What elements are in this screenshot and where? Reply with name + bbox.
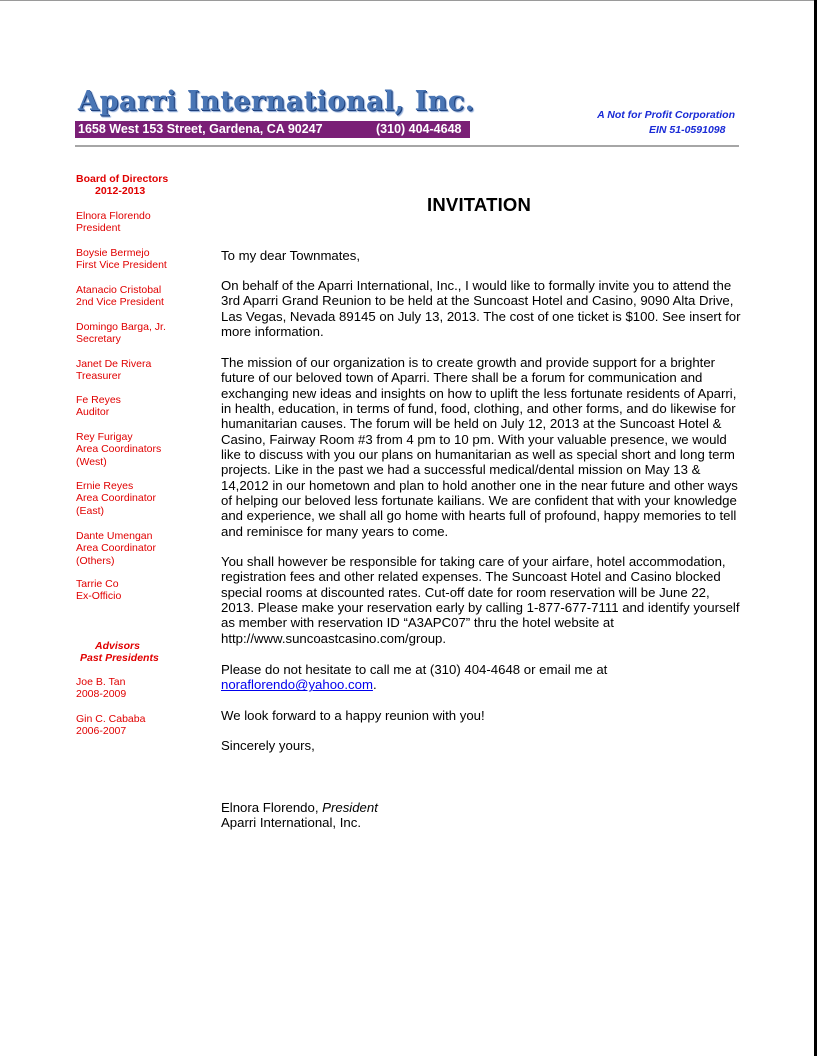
member-role: Secretary	[76, 333, 121, 346]
board-heading	[76, 173, 194, 198]
letter-paragraph-4	[221, 662, 741, 693]
member-area: (East)	[76, 504, 105, 517]
advisor-name: Joe B. Tan	[76, 676, 126, 688]
letter-closing: Sincerely yours,	[221, 738, 315, 753]
advisor-name: Gin C. Cababa	[76, 713, 146, 725]
member-area: (Others)	[76, 554, 115, 567]
member-role: President	[76, 222, 121, 235]
board-member	[76, 247, 194, 272]
letter-paragraph-1: On behalf of the Aparri International, Inc., I would like to formally invite you to attend the 3rd Aparri Grand Reunion to be held at the Suncoast Hotel and Casino, 9090 Alta Drive, Las Vegas, Nevada 89145 on July 13, 2013. The cost of one ticket is $100. See insert for more information.	[221, 278, 741, 340]
nonprofit-label: A Not for Profit Corporation	[597, 109, 735, 121]
member-role: Treasurer	[76, 370, 122, 383]
member-name: Atanacio Cristobal	[76, 284, 162, 296]
board-heading-years: 2012-2013	[95, 185, 146, 198]
past-presidents-title: Past Presidents	[80, 652, 159, 665]
member-role: Ex-Officio	[76, 590, 122, 603]
member-name: Elnora Florendo	[76, 210, 151, 222]
board-member	[76, 431, 194, 468]
signer-title: President	[322, 800, 378, 815]
member-role: Area Coordinator	[76, 492, 156, 505]
letter-title: INVITATION	[427, 194, 532, 215]
member-role: 2nd Vice President	[76, 296, 164, 309]
signer-org: Aparri International, Inc.	[221, 815, 362, 831]
member-name: Rey Furigay	[76, 431, 133, 443]
member-name: Domingo Barga, Jr.	[76, 321, 166, 333]
board-member	[76, 284, 194, 309]
header-divider	[75, 145, 739, 147]
signer-name: Elnora Florendo,	[221, 800, 319, 815]
board-member	[76, 530, 194, 567]
board-member	[76, 210, 194, 235]
member-role: Area Coordinators	[76, 443, 162, 456]
member-name: Janet De Rivera	[76, 358, 152, 370]
board-member	[76, 358, 194, 383]
org-phone: (310) 404-4648	[376, 122, 462, 136]
member-name: Dante Umengan	[76, 530, 153, 542]
sidebar-board	[76, 173, 194, 738]
board-heading-title: Board of Directors	[76, 173, 169, 185]
signer-line	[221, 800, 741, 815]
letter-paragraph-5: We look forward to a happy reunion with you!	[221, 708, 485, 723]
letter-paragraph-3: You shall however be responsible for taking care of your airfare, hotel accommodation, registration fees and other related expenses. The Suncoast Hotel and Casino blocked special rooms at discounted rates. Cut-off date for room reservation will be June 22, 2013. Please make your reservation early by calling 1-877-677-7111 and identify yourself as member with reservation ID “A3APC07” thru the hotel website at http://www.suncoastcasino.com/group.	[221, 554, 740, 646]
org-address: 1658 West 153 Street, Gardena, CA 90247	[78, 122, 323, 136]
board-member	[76, 480, 194, 517]
board-member	[76, 321, 194, 346]
board-member	[76, 394, 194, 419]
contact-text: Please do not hesitate to call me at (310) 404-4648 or email me at	[221, 662, 608, 677]
advisors-title: Advisors	[95, 640, 140, 652]
member-role: Auditor	[76, 406, 110, 419]
email-suffix: .	[372, 677, 377, 693]
member-name: Fe Reyes	[76, 394, 121, 406]
letter-paragraph-2: The mission of our organization is to create growth and provide support for a brighter future of our beloved town of Aparri. There shall be a forum for communication and exchanging new ideas and insights on how to uplift the less fortunate residents of Aparri, in health, education, in terms of fund, food, clothing, and other forms, and do likewise for humanitarian causes. The forum will be held on July 12, 2013 at the Suncoast Hotel & Casino, Fairway Room #3 from 4 pm to 10 pm. With your valuable presence, we would like to discuss with you our plans on humanitarian as well as special short and long term projects. Like in the past we had a successful medical/dental mission on May 13 & 14,2012 in our hometown and plan to hold another one in the near future and other ways of helping our beloved less fortunate kailians. We are confident that with your knowledge and experience, we shall all go home with hearts full of profound, happy memories to tell and reminisce for many years to come.	[221, 355, 738, 539]
board-member	[76, 578, 194, 603]
advisor-entry	[76, 713, 194, 738]
advisor-years: 2006-2007	[76, 725, 127, 738]
email-line	[221, 677, 741, 692]
page-top-edge	[0, 0, 817, 1]
member-area: (West)	[76, 455, 107, 468]
advisor-entry	[76, 676, 194, 701]
email-link[interactable]: noraflorendo@yahoo.com	[221, 677, 373, 693]
member-role: Area Coordinator	[76, 542, 156, 555]
member-name: Boysie Bermejo	[76, 247, 150, 259]
advisors-heading	[76, 640, 194, 665]
advisor-years: 2008-2009	[76, 688, 127, 701]
letter-greeting: To my dear Townmates,	[221, 248, 361, 263]
member-name: Ernie Reyes	[76, 480, 134, 492]
signature-block	[221, 800, 741, 831]
address-bar	[75, 121, 470, 138]
member-name: Tarrie Co	[76, 578, 119, 590]
org-logo-title: Aparri International, Inc.	[78, 86, 475, 117]
ein-number: EIN 51-0591098	[649, 124, 726, 136]
member-role: First Vice President	[76, 259, 167, 272]
